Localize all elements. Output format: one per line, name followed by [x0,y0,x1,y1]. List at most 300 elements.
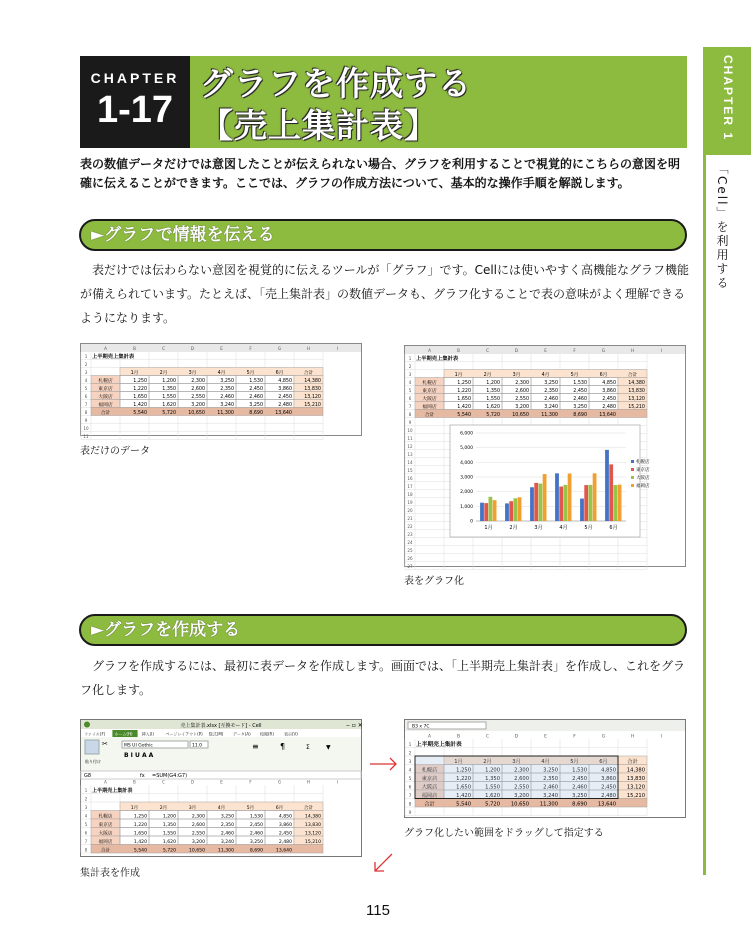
data-cell: 2,450 [573,389,587,394]
row-name: 東京店 [421,776,438,782]
data-cell: 13,120 [304,395,321,400]
svg-text:7: 7 [84,839,88,844]
svg-text:9: 9 [408,420,412,425]
svg-text:I: I [336,779,339,785]
caption-drag-select: グラフ化したい範囲をドラッグして指定する [404,828,604,839]
data-cell: 3,250 [543,767,558,774]
data-cell: 3,240 [220,403,234,408]
data-cell: 1,620 [485,793,500,799]
row-name: 大阪店 [421,784,438,791]
svg-text:10: 10 [407,428,413,433]
bar [609,464,613,521]
bar [484,503,488,521]
svg-text:D: D [514,348,519,353]
x-tick-label: 2月 [509,525,518,531]
bar [568,473,572,521]
data-cell: 1,350 [486,389,500,394]
data-cell: 3,250 [249,403,263,408]
data-cell: 1,650 [457,397,471,402]
svg-text:2: 2 [408,751,412,757]
total-cell: 5,540 [456,801,471,808]
svg-text:F: F [249,779,252,785]
legend-label: 福岡店 [636,484,650,489]
total-cell: 5,720 [162,848,176,854]
legend-swatch [631,468,634,471]
bar [605,450,609,521]
data-cell: 1,350 [485,776,500,782]
figure-excel-window [80,719,362,857]
svg-text:H: H [306,346,311,351]
total-cell: 5,540 [457,413,471,418]
sheet-title: 上半期売上集計表 [416,742,462,748]
header-cell: 1月 [130,371,139,376]
svg-text:8: 8 [84,847,88,853]
row-name: 東京店 [98,823,113,828]
total-cell: 5,720 [485,801,500,808]
chapter-title-line1: グラフを作成する [200,64,472,103]
chapter-number: 1-17 [96,89,174,131]
data-cell: 1,250 [456,767,471,774]
data-cell: 13,830 [304,387,321,392]
svg-text:G: G [277,779,282,785]
sheet-title: 上半期売上集計表 [92,788,133,794]
data-cell: 3,200 [514,793,529,799]
data-cell: 13,120 [626,784,645,791]
font-size-box: 11.0 [192,743,203,749]
total-label: 合計 [424,413,435,418]
data-cell: 1,550 [486,397,500,402]
row-name: 福岡店 [98,403,113,408]
legend-swatch [631,460,634,463]
total-cell: 13,640 [275,411,292,416]
ribbon-tab: ホーム(H) [114,731,133,737]
row-name: 大阪店 [422,397,437,402]
data-cell: 1,220 [133,823,147,828]
bar [618,485,622,521]
data-cell: 1,530 [573,381,587,386]
svg-text:F: F [249,346,252,351]
header-cell: 合計 [303,806,314,811]
section-body-2: グラフを作成するには、最初に表データを作成します。画面では、「上半期売上集計表」を作成し、これをグラフ化します。 [80,659,686,697]
data-cell: 1,530 [249,379,263,384]
svg-text:10: 10 [83,426,89,431]
svg-text:F: F [573,348,576,353]
section-heading-1: ►グラフで情報を伝える [79,219,687,251]
bar [580,499,584,521]
y-tick-label: 4,000 [460,460,473,466]
svg-text:7: 7 [408,404,412,409]
data-cell: 2,300 [515,381,529,386]
total-cell: 5,720 [162,411,176,416]
svg-text:fx: fx [140,773,145,779]
svg-text:G: G [277,346,282,351]
total-cell: 11,300 [541,413,558,418]
total-cell: 10,650 [188,411,205,416]
x-tick-label: 1月 [484,525,493,531]
svg-text:I: I [336,346,339,351]
svg-text:B: B [456,734,461,740]
data-cell: 2,350 [220,387,234,392]
svg-text:B: B [133,779,136,785]
data-cell: 14,380 [304,814,321,820]
y-tick-label: 1,000 [460,504,473,510]
window-title: 売上集計表.xlsx [互換モード] - Cell [180,723,262,729]
x-tick-label: 5月 [584,525,593,531]
ribbon-tab: 校閲(R) [260,731,274,737]
svg-text:13: 13 [407,452,413,457]
svg-text:6: 6 [408,785,412,791]
header-cell: 3月 [188,806,197,811]
data-cell: 2,450 [278,395,292,400]
data-cell: 2,300 [191,379,205,384]
total-cell: 8,690 [573,413,587,418]
header-cell: 合計 [627,373,638,378]
total-cell: 13,640 [597,801,616,808]
svg-text:4: 4 [408,380,412,385]
total-label: 合計 [424,801,435,808]
drag-name-box: B3 x 7C [412,724,430,730]
row-name: 福岡店 [98,840,113,845]
svg-text:27: 27 [407,564,413,569]
data-cell: 2,550 [191,831,205,837]
data-cell: 1,200 [162,379,176,384]
bar [564,485,568,521]
data-cell: 13,120 [628,397,645,402]
data-cell: 2,350 [543,776,558,782]
svg-text:▼: ▼ [326,744,331,751]
data-cell: 3,250 [220,814,234,820]
data-cell: 4,850 [278,379,292,384]
data-cell: 3,860 [278,387,292,392]
figure-table-chart [404,345,686,567]
svg-text:16: 16 [407,476,413,481]
header-cell: 5月 [570,373,579,378]
y-tick-label: 3,000 [460,475,473,481]
name-box: G8 [84,773,92,779]
svg-text:4: 4 [84,378,88,383]
svg-text:≡: ≡ [252,742,259,751]
data-cell: 3,250 [249,840,263,845]
svg-text:9: 9 [408,811,412,816]
header-cell: 合計 [627,759,638,765]
data-cell: 1,650 [133,831,147,837]
svg-text:H: H [630,348,635,353]
data-cell: 14,380 [304,379,321,384]
svg-text:2: 2 [408,364,412,369]
header-cell: 5月 [246,371,255,376]
svg-text:H: H [630,734,635,740]
chapter-label: CHAPTER [90,70,180,86]
svg-text:A: A [104,779,107,785]
data-cell: 2,460 [220,395,234,400]
data-cell: 2,350 [220,823,234,828]
data-cell: 1,620 [162,403,176,408]
data-cell: 13,120 [304,831,321,837]
svg-text:I: I [660,734,663,740]
data-cell: 3,200 [191,403,205,408]
svg-text:2: 2 [84,796,88,802]
bar [559,487,563,521]
svg-text:C: C [162,346,165,351]
data-cell: 2,460 [573,397,587,402]
svg-text:A: A [427,734,432,740]
data-cell: 1,420 [456,793,471,799]
header-cell: 2月 [483,759,492,765]
data-cell: 15,210 [304,403,321,408]
ribbon-tab: 数式(M) [208,731,224,737]
data-cell: 2,450 [249,387,263,392]
data-cell: 2,450 [602,397,616,402]
data-cell: 2,460 [220,831,234,837]
data-cell: 3,250 [220,379,234,384]
data-cell: 13,830 [304,823,321,828]
bar [534,483,538,521]
intro-paragraph: 表の数値データだけでは意図したことが伝えられない場合、グラフを利用することで視覚的にこちらの意図を明確に伝えることができます。ここでは、グラフの作成方法について、基本的な操作手順を解説します。 [80,157,681,190]
header-cell: 2月 [159,806,168,811]
svg-text:1: 1 [408,356,412,361]
chapter-badge [80,56,190,148]
data-cell: 14,380 [626,767,645,774]
header-cell: 2月 [483,373,492,378]
y-tick-label: 2,000 [460,490,473,496]
header-cell: 6月 [275,371,284,376]
svg-text:18: 18 [407,492,413,497]
total-cell: 10,650 [188,848,205,854]
svg-text:5: 5 [408,388,412,393]
row-name: 札幌店 [98,379,113,384]
sheet-title: 上半期売上集計表 [416,356,459,362]
data-cell: 3,250 [572,793,587,799]
bar [543,474,547,521]
bar [518,497,522,521]
data-cell: 2,450 [601,784,616,791]
y-tick-label: 0 [470,519,473,525]
side-subtitle: 「Cell」を利用する [715,162,729,291]
svg-text:25: 25 [407,548,413,553]
total-cell: 8,690 [249,411,263,416]
svg-text:6: 6 [408,396,412,401]
svg-text:1: 1 [84,788,88,793]
svg-text:D: D [190,779,195,785]
svg-text:D: D [190,346,195,351]
header-cell: 1月 [130,806,139,811]
bar [589,485,593,521]
svg-text:7: 7 [408,794,412,799]
svg-text:3: 3 [84,805,88,810]
header-cell: 2月 [159,371,168,376]
svg-text:C: C [485,734,490,740]
data-cell: 1,530 [572,767,587,774]
svg-text:B: B [457,348,460,353]
data-cell: 2,480 [278,403,292,408]
total-cell: 11,300 [217,411,234,416]
data-cell: 1,550 [485,784,500,791]
caption-table-chart: 表をグラフ化 [404,576,464,587]
svg-text:1: 1 [84,354,88,359]
bar [493,500,497,521]
data-cell: 1,250 [133,814,147,820]
svg-text:9: 9 [84,418,88,423]
svg-text:E: E [544,348,547,353]
y-tick-label: 5,000 [460,446,473,452]
data-cell: 3,860 [602,389,616,394]
svg-text:A: A [428,348,431,353]
data-cell: 2,460 [572,784,587,791]
svg-text:D: D [514,734,519,740]
total-cell: 10,650 [510,801,529,808]
ribbon-tab: 挿入(I) [141,731,154,737]
data-cell: 2,300 [514,767,529,774]
ribbon-tab: 表示(V) [284,731,298,737]
total-cell: 8,690 [572,801,587,808]
svg-text:5: 5 [84,822,88,827]
row-name: 札幌店 [421,767,438,774]
svg-text:F: F [573,734,576,740]
bar [555,473,559,521]
bar [509,501,513,521]
total-cell: 8,690 [249,848,263,854]
svg-text:C: C [486,348,489,353]
header-cell: 1月 [454,373,463,378]
data-cell: 2,300 [191,814,205,820]
svg-text:E: E [220,779,223,785]
svg-text:I: I [660,348,663,353]
caption-create-table: 集計表を作成 [80,868,140,879]
data-cell: 4,850 [601,767,616,774]
data-cell: 2,450 [572,776,587,782]
font-name-box: MS UI Gothic [124,743,153,749]
svg-text:8: 8 [408,802,412,808]
data-cell: 2,550 [514,784,529,791]
data-cell: 1,620 [162,840,176,845]
svg-text:19: 19 [407,500,413,505]
section-heading-2: ►グラフを作成する [79,614,687,646]
data-cell: 3,250 [544,381,558,386]
svg-text:7: 7 [84,402,88,407]
svg-text:15: 15 [407,468,413,473]
total-label: 合計 [100,411,111,416]
data-cell: 3,240 [220,840,234,845]
data-cell: 1,420 [457,405,471,410]
chapter-title-line2: 【売上集計表】 [200,106,438,145]
data-cell: 3,200 [191,840,205,845]
svg-text:8: 8 [84,410,88,415]
row-name: 大阪店 [98,831,113,837]
data-cell: 2,480 [602,405,616,410]
data-cell: 1,530 [249,814,263,820]
total-cell: 5,540 [133,848,147,854]
data-cell: 2,350 [544,389,558,394]
data-cell: 15,210 [628,405,645,410]
data-cell: 13,830 [626,776,645,782]
svg-text:貼り付け: 貼り付け [85,759,101,764]
header-cell: 5月 [246,806,255,811]
header-cell: 3月 [512,759,521,765]
data-cell: 1,420 [133,403,147,408]
data-cell: 1,650 [456,784,471,791]
selection-range [415,756,618,799]
data-cell: 15,210 [304,840,321,845]
ribbon-tab: データ(A) [232,731,251,737]
svg-text:6: 6 [84,830,88,836]
bar [480,503,484,521]
svg-text:22: 22 [407,524,413,529]
svg-text:E: E [544,734,547,740]
window-controls-icon: ‒ ▫ ✕ [346,722,363,729]
caption-table-only: 表だけのデータ [80,446,150,457]
svg-text:17: 17 [407,484,413,489]
x-tick-label: 6月 [609,525,618,531]
figure-drag-select [404,719,686,818]
bar [530,487,534,521]
svg-text:Σ: Σ [306,744,310,751]
data-cell: 1,550 [162,831,176,837]
bar [584,485,588,521]
svg-text:6: 6 [84,394,88,399]
header-cell: 3月 [512,373,521,378]
row-name: 大阪店 [98,395,113,400]
data-cell: 3,240 [544,405,558,410]
svg-text:24: 24 [407,540,413,545]
svg-text:4: 4 [408,768,412,774]
data-cell: 1,350 [162,387,176,392]
flow-arrows [366,750,402,880]
header-cell: 5月 [570,759,579,765]
data-cell: 3,250 [573,405,587,410]
row-name: 東京店 [422,389,437,394]
svg-text:H: H [307,779,310,785]
svg-text:3: 3 [408,760,412,765]
x-tick-label: 3月 [534,525,543,531]
data-cell: 3,240 [543,793,558,799]
bar [489,497,493,521]
sheet-title: 上半期売上集計表 [92,354,135,360]
data-cell: 2,460 [543,784,558,791]
total-cell: 10,650 [512,413,529,418]
data-cell: 1,250 [457,381,471,386]
row-name: 福岡店 [421,793,438,799]
header-cell: 6月 [275,806,284,811]
data-cell: 1,550 [162,395,176,400]
data-cell: 2,600 [515,389,529,394]
data-cell: 4,850 [602,381,616,386]
data-cell: 13,830 [628,389,645,394]
data-cell: 1,650 [133,395,147,400]
formula-bar: =SUM(G4:G7) [152,773,188,779]
svg-text:2: 2 [84,362,88,367]
total-cell: 5,540 [133,411,147,416]
legend-swatch [631,484,634,487]
svg-text:B I U A A: B I U A A [124,752,154,759]
svg-text:3: 3 [84,370,88,375]
data-cell: 1,620 [486,405,500,410]
svg-text:B: B [133,346,136,351]
total-cell: 5,720 [486,413,500,418]
bar [514,498,518,521]
data-cell: 2,450 [278,831,292,837]
total-cell: 11,300 [217,848,234,854]
row-name: 札幌店 [98,814,113,820]
data-cell: 3,860 [278,823,292,828]
legend-swatch [631,476,634,479]
data-cell: 1,200 [485,767,500,774]
x-tick-label: 4月 [559,525,568,531]
data-cell: 1,220 [133,387,147,392]
data-cell: 2,460 [249,831,263,837]
row-name: 東京店 [98,387,113,392]
data-cell: 1,350 [162,823,176,828]
data-cell: 1,250 [133,379,147,384]
